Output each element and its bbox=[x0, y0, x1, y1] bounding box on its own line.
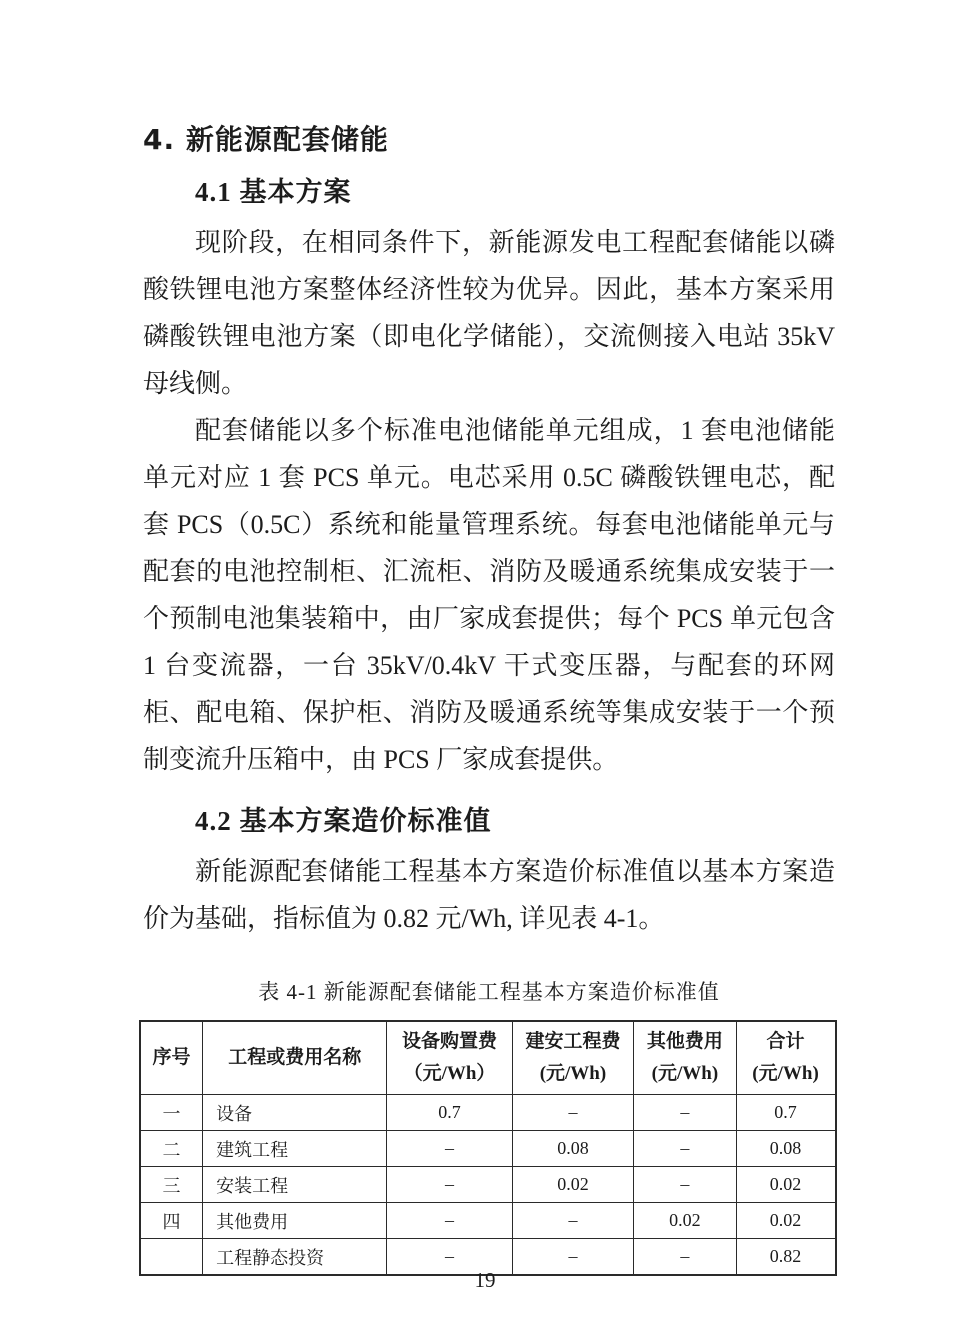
subsection-heading-basic-plan: 4.1 基本方案 bbox=[195, 177, 352, 207]
column-header-other-cost bbox=[634, 1021, 736, 1095]
column-header-title: 建安工程费 bbox=[525, 1030, 621, 1052]
section-heading: 4. 新能源配套储能 bbox=[143, 123, 389, 156]
cost-standard-table bbox=[139, 1020, 837, 1276]
cell-index: 四 bbox=[140, 1203, 203, 1239]
cell-item-name: 建筑工程 bbox=[203, 1131, 387, 1167]
document-page bbox=[143, 118, 835, 1276]
cell-equipment-cost: – bbox=[387, 1203, 512, 1239]
cell-construction-cost: – bbox=[512, 1095, 634, 1131]
paragraph-cost-standard: 新能源配套储能工程基本方案造价标准值以基本方案造价为基础，指标值为 0.82 元/Wh, 详见表 4-1。 bbox=[143, 857, 835, 933]
column-header-title: 合计 bbox=[766, 1030, 805, 1052]
cell-other-cost: – bbox=[634, 1167, 736, 1203]
cell-total: 0.02 bbox=[736, 1203, 836, 1239]
column-header-total bbox=[736, 1021, 836, 1095]
page-number: 19 bbox=[474, 1268, 496, 1292]
cell-total: 0.7 bbox=[736, 1095, 836, 1131]
cell-item-name: 设备 bbox=[203, 1095, 387, 1131]
table-header-row bbox=[140, 1021, 836, 1095]
column-header-index bbox=[140, 1021, 203, 1095]
cell-equipment-cost: – bbox=[387, 1131, 512, 1167]
column-header-item-name bbox=[203, 1021, 387, 1095]
paragraph-basic-plan-1: 现阶段，在相同条件下，新能源发电工程配套储能以磷酸铁锂电池方案整体经济性较为优异。因此，基本方案采用磷酸铁锂电池方案（即电化学储能），交流侧接入电站 35kV 母线侧。 bbox=[143, 228, 835, 398]
cell-index: 二 bbox=[140, 1131, 203, 1167]
cell-construction-cost: 0.02 bbox=[512, 1167, 634, 1203]
cell-other-cost: – bbox=[634, 1131, 736, 1167]
column-header-construction-cost bbox=[512, 1021, 634, 1095]
table-row bbox=[140, 1167, 836, 1203]
table-row bbox=[140, 1095, 836, 1131]
cell-construction-cost: 0.08 bbox=[512, 1131, 634, 1167]
cell-construction-cost: – bbox=[512, 1239, 634, 1276]
column-header-title: 工程或费用名称 bbox=[228, 1046, 362, 1068]
column-header-unit: (元/Wh) bbox=[752, 1063, 819, 1084]
cell-equipment-cost: 0.7 bbox=[387, 1095, 512, 1131]
column-header-unit: （元/Wh） bbox=[403, 1063, 496, 1084]
cell-other-cost: – bbox=[634, 1095, 736, 1131]
cell-total: 0.08 bbox=[736, 1131, 836, 1167]
cell-equipment-cost: – bbox=[387, 1239, 512, 1276]
cell-index: 一 bbox=[140, 1095, 203, 1131]
cell-item-name: 工程静态投资 bbox=[203, 1239, 387, 1276]
column-header-unit: (元/Wh) bbox=[539, 1063, 607, 1084]
cell-total: 0.82 bbox=[736, 1239, 836, 1276]
cell-item-name: 其他费用 bbox=[203, 1203, 387, 1239]
cell-other-cost: 0.02 bbox=[634, 1203, 736, 1239]
table-row bbox=[140, 1203, 836, 1239]
cell-equipment-cost: – bbox=[387, 1167, 512, 1203]
table-row bbox=[140, 1131, 836, 1167]
column-header-equipment-cost bbox=[387, 1021, 512, 1095]
column-header-title: 序号 bbox=[152, 1046, 191, 1068]
cell-item-name: 安装工程 bbox=[203, 1167, 387, 1203]
table-caption: 表 4-1 新能源配套储能工程基本方案造价标准值 bbox=[258, 980, 720, 1004]
cell-index: 三 bbox=[140, 1167, 203, 1203]
paragraph-basic-plan-2: 配套储能以多个标准电池储能单元组成，1 套电池储能单元对应 1 套 PCS 单元。电芯采用 0.5C 磷酸铁锂电芯，配套 PCS（0.5C）系统和能量管理系统。每套电池储能单元与配套的电池控制柜、汇流柜、消防及暖通系统集成安装于一个预制电池集装箱中，由厂家成套提供；每个 PCS 单元包含 1 台变流器，一台 35kV/0.4kV 干式变压器，与配套的环网柜、配电箱、保护柜、消防及暖通系统等集成安装于一个预制变流升压箱中，由 PCS 厂家成套提供。 bbox=[143, 416, 835, 774]
subsection-heading-cost-standard: 4.2 基本方案造价标准值 bbox=[195, 806, 492, 836]
column-header-unit: (元/Wh) bbox=[651, 1063, 719, 1084]
column-header-title: 设备购置费 bbox=[401, 1030, 497, 1052]
cell-other-cost: – bbox=[634, 1239, 736, 1276]
cell-construction-cost: – bbox=[512, 1203, 634, 1239]
column-header-title: 其他费用 bbox=[646, 1030, 723, 1052]
cell-total: 0.02 bbox=[736, 1167, 836, 1203]
